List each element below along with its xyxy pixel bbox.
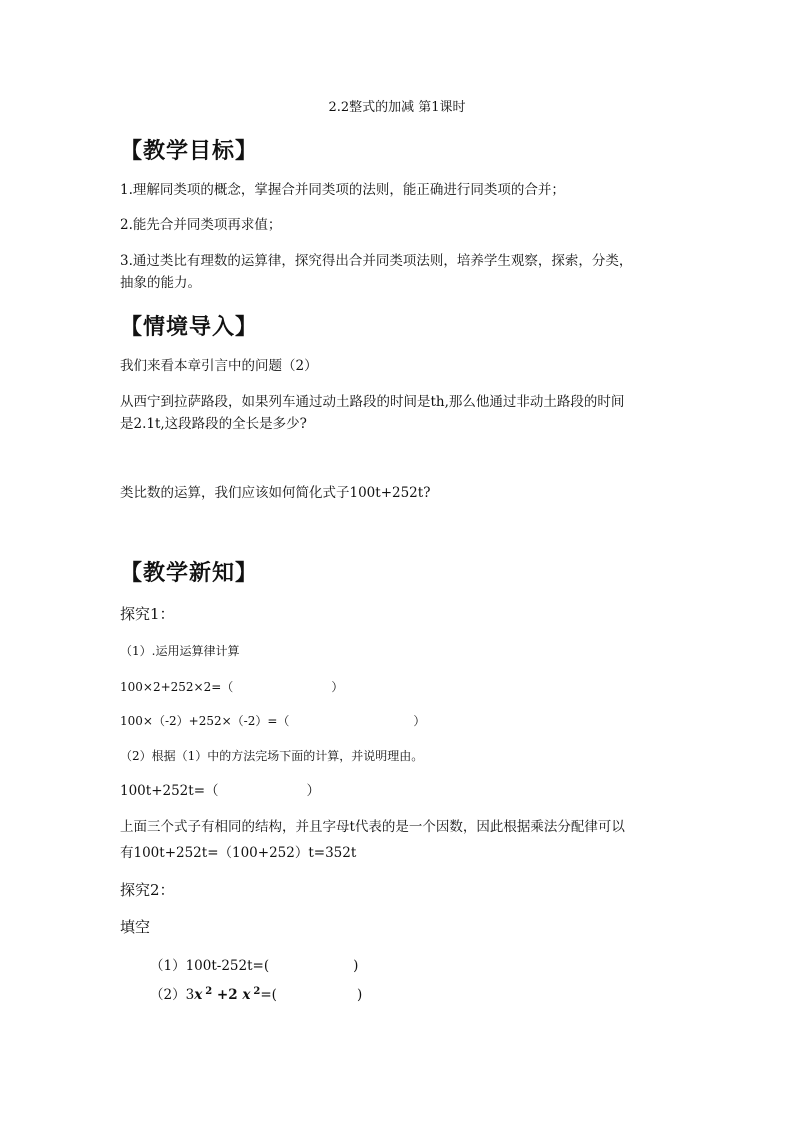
expr-2: 100×（-2）+252×（-2）=（ xyxy=(120,714,290,728)
goal-2: 2.能先合并同类项再求值； xyxy=(120,217,282,233)
heading-teaching-goals: 【教学目标】 xyxy=(120,138,259,164)
item-1-line xyxy=(150,954,358,974)
goal-1: 1.理解同类项的概念，掌握合并同类项的法则，能正确进行同类项的合并； xyxy=(120,182,565,198)
heading-new-knowledge: 【教学新知】 xyxy=(120,560,259,586)
explore-1-q1: （1）.运用运算律计算 xyxy=(120,644,240,658)
intro-line-3: 是2.1t,这段路段的全长是多少? xyxy=(120,416,307,432)
item-2-line xyxy=(150,983,362,1003)
item-1-close: ) xyxy=(353,958,359,974)
intro-line-1: 我们来看本章引言中的问题（2） xyxy=(120,358,318,374)
expr-3-line xyxy=(120,781,320,801)
fill-in-label: 填空 xyxy=(120,918,151,936)
intro-line-2: 从西宁到拉萨路段，如果列车通过动土路段的时间是th,那么他通过非动土路段的时间 xyxy=(120,394,625,410)
explore-1-q2: （2）根据（1）中的方法完场下面的计算，并说明理由。 xyxy=(120,749,424,763)
item-2-close: ) xyxy=(356,987,363,1003)
exponent-2: 2 xyxy=(253,985,261,997)
expr-1: 100×2+252×2=（ xyxy=(120,680,234,694)
expr-2-line xyxy=(120,712,425,729)
item-2-plus: +2 xyxy=(212,987,243,1003)
expr-1-close: ） xyxy=(331,680,344,694)
expr-3-close: ） xyxy=(306,783,321,799)
expr-3: 100t+252t=（ xyxy=(120,783,219,799)
document-title: 2.2整式的加减 第1课时 xyxy=(328,100,466,115)
item-2-eq: =( xyxy=(260,987,277,1003)
intro-line-4: 类比数的运算，我们应该如何简化式子100t+252t? xyxy=(120,485,431,501)
math-variable-x: x xyxy=(194,987,203,1003)
item-1-expr: （1）100t-252t=( xyxy=(150,958,270,974)
math-variable-x-2: x xyxy=(242,987,251,1003)
explain-line-2: 有100t+252t=（100+252）t=352t xyxy=(120,845,357,861)
heading-situation-intro: 【情境导入】 xyxy=(120,314,259,340)
expr-2-close: ） xyxy=(413,714,426,728)
item-2-prefix: （2）3 xyxy=(150,987,195,1003)
explore-1-label: 探究1： xyxy=(120,605,175,623)
exponent: 2 xyxy=(205,985,213,997)
goal-3: 3.通过类比有理数的运算律，探究得出合并同类项法则，培养学生观察，探索，分类， xyxy=(120,253,633,269)
explain-line-1: 上面三个式子有相同的结构，并且字母t代表的是一个因数，因此根据乘法分配律可以 xyxy=(120,819,625,835)
goal-3-cont: 抽象的能力。 xyxy=(120,275,201,291)
expr-1-line xyxy=(120,678,343,695)
explore-2-label: 探究2： xyxy=(120,881,175,899)
